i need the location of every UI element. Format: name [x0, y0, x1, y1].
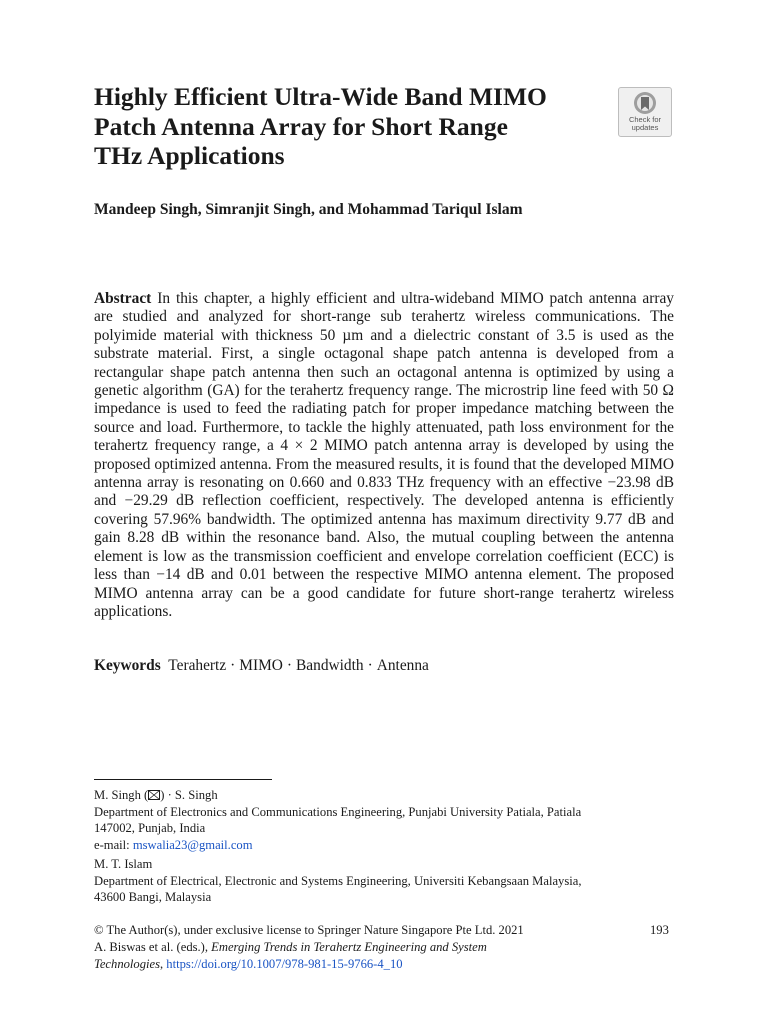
keyword-item: Antenna: [376, 657, 429, 674]
doi-link[interactable]: https://doi.org/10.1007/978-981-15-9766-4_10: [166, 957, 403, 971]
abstract: [94, 290, 674, 621]
keyword-separator: ·: [230, 657, 236, 674]
affiliation-2-department: Department of Electrical, Electronic and Systems Engineering, Universiti Kebangsaan Malaysia,: [94, 873, 582, 888]
affiliation-1-email: [94, 837, 684, 854]
check-for-updates-label: Check for updates: [628, 115, 662, 132]
affiliation-1: [94, 787, 684, 853]
affiliation-2-name: M. T. Islam: [94, 857, 153, 871]
affiliation-2: [94, 856, 684, 906]
affiliation-1-names: [94, 787, 684, 804]
footnote-divider: [94, 779, 272, 780]
editors: A. Biswas et al. (eds.),: [94, 940, 212, 954]
bookmark-check-icon: [632, 91, 658, 115]
affiliation-1-department: Department of Electronics and Communications Engineering, Punjabi University Patiala, Patiala: [94, 804, 582, 819]
email-label: e-mail:: [94, 837, 133, 852]
book-title: Emerging Trends in Terahertz Engineering and System: [211, 940, 487, 954]
abstract-label: Abstract: [94, 290, 152, 307]
author-name: M. Singh (: [94, 788, 149, 802]
title-line-3: THz Applications: [94, 141, 285, 170]
title-line-1: Highly Efficient Ultra-Wide Band MIMO: [94, 82, 547, 111]
keyword-item: Terahertz: [168, 657, 227, 674]
affiliation-1-address: 147002, Punjab, India: [94, 821, 206, 835]
check-for-updates-badge[interactable]: [618, 87, 672, 137]
page-number: 193: [650, 923, 669, 937]
separator: ,: [160, 957, 167, 971]
keyword-item: MIMO: [239, 657, 283, 674]
affiliation-2-address: 43600 Bangi, Malaysia: [94, 890, 212, 904]
keywords-label: Keywords: [94, 657, 161, 674]
email-link[interactable]: mswalia23@gmail.com: [132, 837, 253, 852]
keywords: [94, 656, 674, 676]
author-name: ) · S. Singh: [160, 788, 218, 802]
paper-title: [94, 82, 604, 171]
author-list: Mandeep Singh, Simranjit Singh, and Mohammad Tariqul Islam: [94, 201, 523, 218]
citation-line: [94, 939, 684, 956]
title-line-2: Patch Antenna Array for Short Range: [94, 111, 508, 141]
copyright-notice: © The Author(s), under exclusive license to Springer Nature Singapore Pte Ltd. 2021: [94, 923, 524, 937]
keyword-item: Bandwidth: [296, 657, 364, 674]
copyright-block: [94, 922, 684, 973]
envelope-icon: [148, 790, 160, 800]
keyword-separator: ·: [367, 657, 373, 674]
abstract-text: In this chapter, a highly efficient and ultra-wideband MIMO patch antenna array are studied and analyzed for short-range sub terahertz wireless communications. The polyimide material with thickness 50 µm and a dielectric constant of 3.5 is used as the substrate material. First, a single octagonal shape patch antenna is developed from a rectangular shape patch antenna then such an octagonal antenna is optimized by using a genetic algorithm (GA) for the terahertz frequency range. The microstrip line feed with 50 Ω impedance is used to feed the radiating patch for proper impedance matching between the source and load. Furthermore, to tackle the highly attenuated, path loss environment for the terahertz frequency range, a 4 × 2 MIMO patch antenna array is developed by using the proposed optimized antenna. From the measured results, it is found that the developed MIMO antenna array is resonating on 0.660 and 0.833 THz frequency with an effective −23.98 dB and −29.29 dB reflection coefficient, respectively. The developed antenna is efficiently covering 57.96% bandwidth. The optimized antenna has maximum directivity 9.77 dB and gain 8.28 dB within the resonance band. Also, the mutual coupling between the antenna element is low as the transmission coefficient and envelope correlation coefficient (ECC) is less than −14 dB and 0.01 between the respective MIMO antenna element. The proposed MIMO antenna array can be a good candidate for future short-range terahertz wireless applications.: [94, 290, 674, 620]
citation-line-2: [94, 956, 684, 973]
keyword-separator: ·: [286, 657, 293, 674]
book-title-continued: Technologies: [94, 957, 160, 971]
